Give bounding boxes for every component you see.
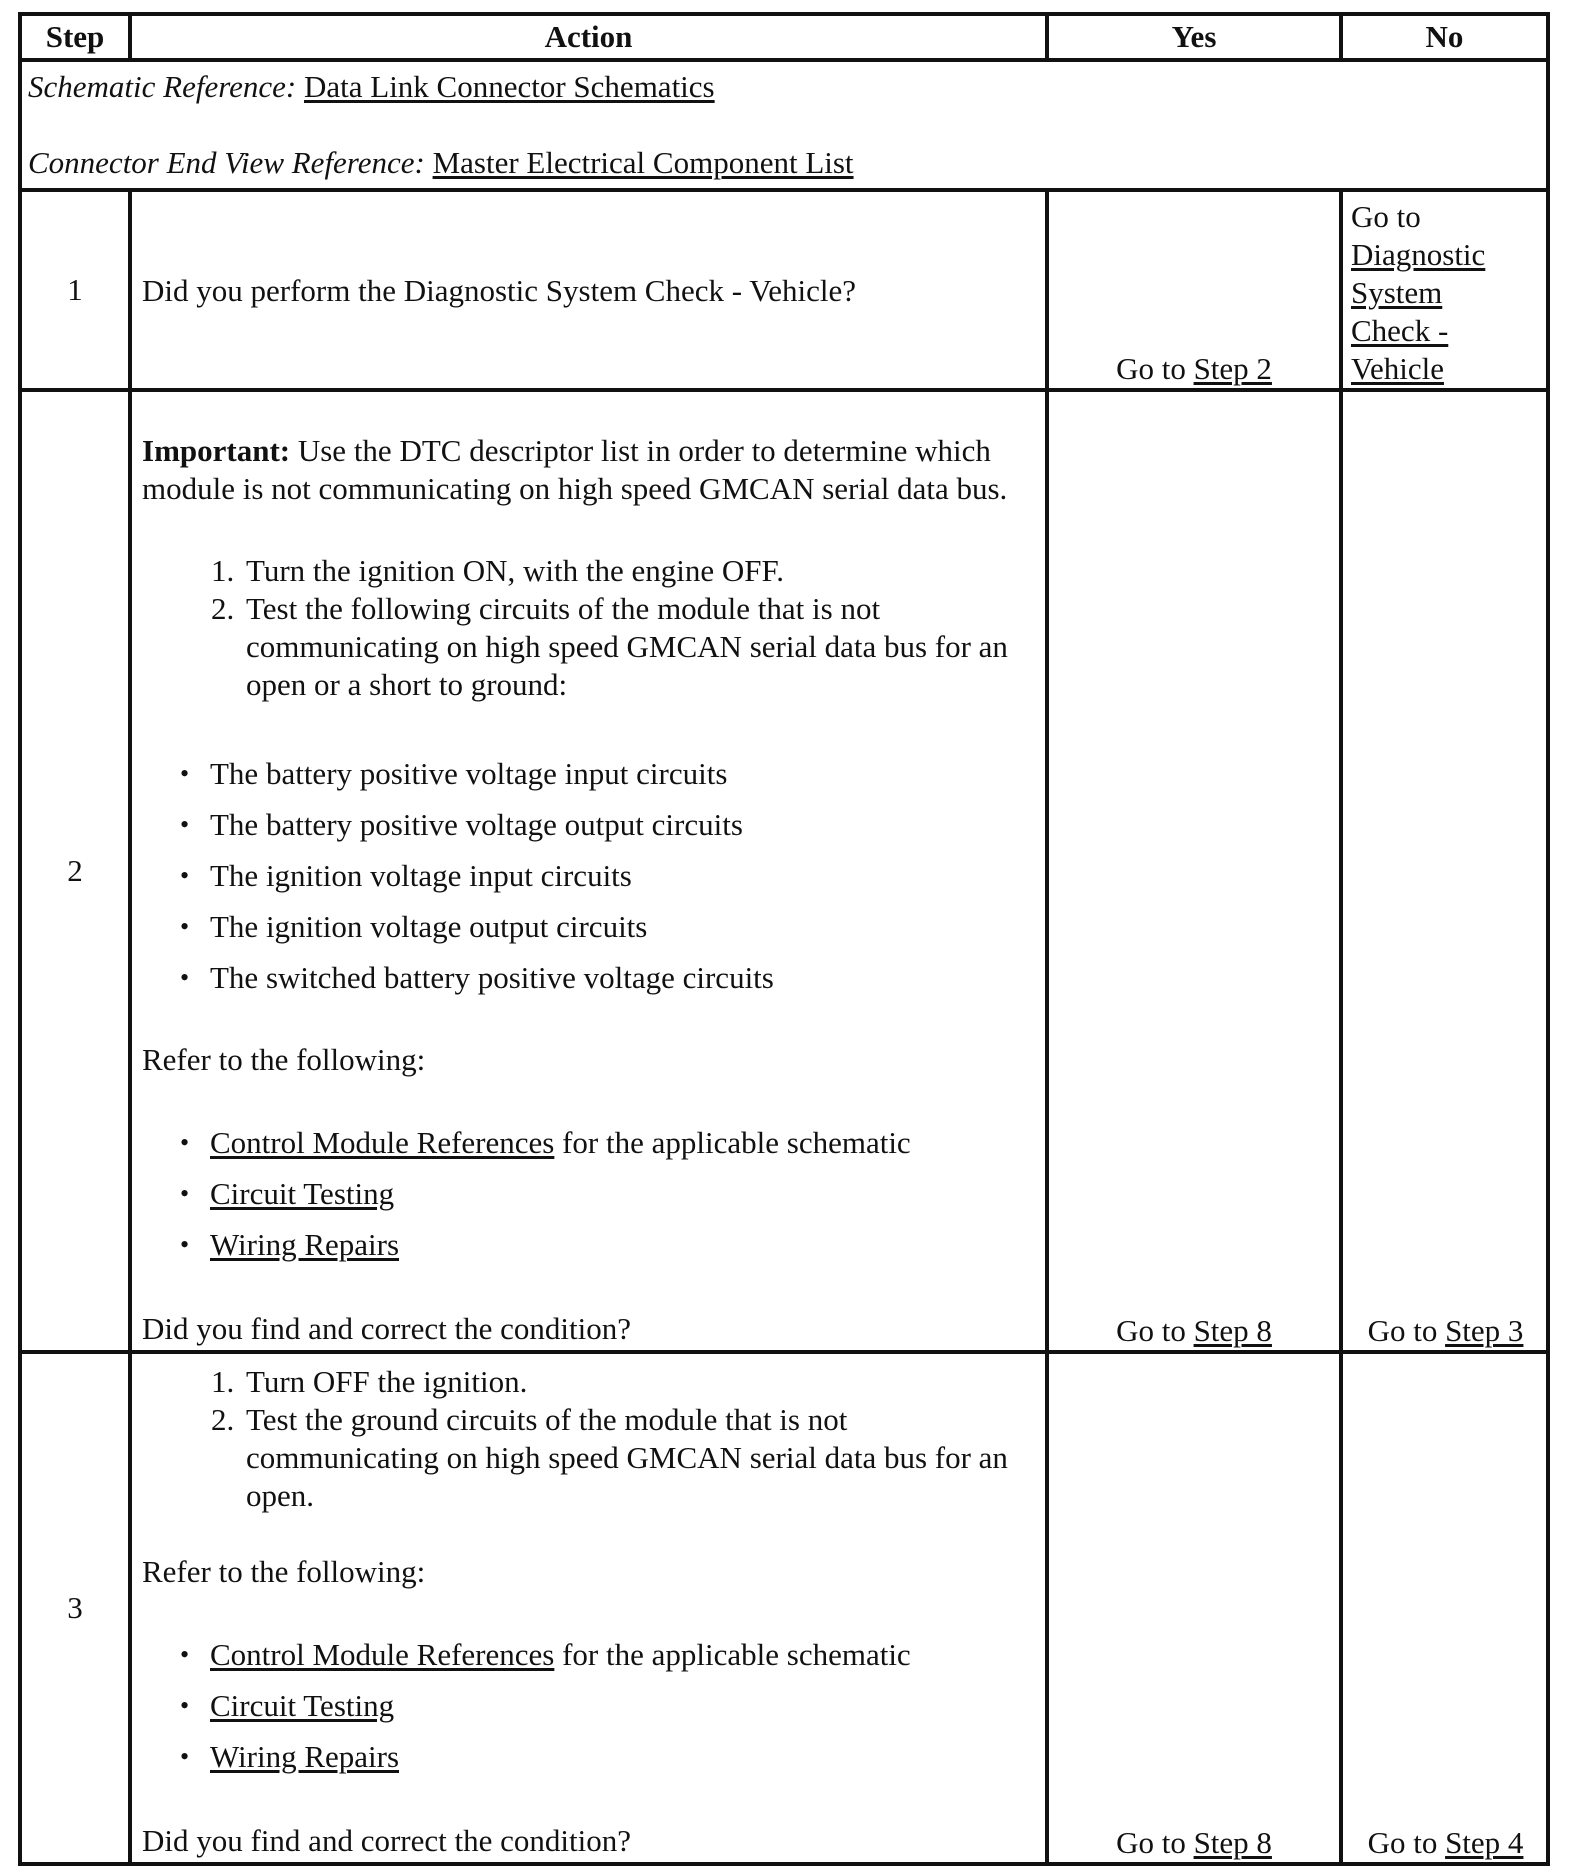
header-yes: Yes [1047,14,1341,60]
reference-item [210,1731,1037,1782]
no-link-line: Vehicle [1351,351,1444,386]
no-link-line: System [1351,275,1443,310]
step-yes-cell [1047,390,1341,1352]
step-number: 2 [20,390,130,1352]
header-row [20,14,1548,60]
step-no-cell [1341,190,1548,390]
wiring-repairs-link[interactable]: Wiring Repairs [210,1227,400,1262]
circuit-bullet-list [142,748,1037,1003]
bullet-item: • The battery positive voltage output circuits [210,799,1037,850]
step-row-2 [20,390,1548,1352]
step-no-cell [1341,1352,1548,1864]
schematic-reference-link[interactable]: Data Link Connector Schematics [303,69,715,104]
numbered-item: 1. Turn the ignition ON, with the engine OFF. [242,552,1037,590]
numbered-item: 2. Test the ground circuits of the module that is not communicating on high speed GMCAN serial data bus for an open. [242,1401,1037,1515]
no-link-line: Check - [1351,313,1449,348]
reference-item [210,1117,1037,1168]
important-label: Important: [142,433,291,468]
yes-prefix: Go to [1116,1825,1186,1860]
step-number: 3 [20,1352,130,1864]
diagnostic-steps-table [18,12,1550,1866]
control-module-suffix: for the applicable schematic [554,1125,911,1160]
step-action [130,390,1047,1352]
circuit-testing-link[interactable]: Circuit Testing [210,1688,395,1723]
numbered-item: 1. Turn OFF the ignition. [242,1363,1037,1401]
no-link-step-3[interactable]: Step 3 [1445,1313,1524,1348]
numbered-list [142,1363,1037,1515]
step-no-cell [1341,390,1548,1352]
step-action [130,1352,1047,1864]
no-prefix: Go to [1367,1313,1438,1348]
reference-item [210,1629,1037,1680]
schematic-reference-label: Schematic Reference: [28,69,297,104]
yes-prefix: Go to [1116,1313,1186,1348]
circuit-testing-link[interactable]: Circuit Testing [210,1176,395,1211]
step-question: Did you perform the Diagnostic System Check - Vehicle? [142,273,856,308]
references-row [20,60,1548,190]
step-question: Did you find and correct the condition? [142,1311,631,1346]
yes-link-step-8[interactable]: Step 8 [1193,1313,1272,1348]
control-module-suffix: for the applicable schematic [554,1637,911,1672]
control-module-references-link[interactable]: Control Module References [210,1125,555,1160]
step-yes-cell [1047,190,1341,390]
header-no: No [1341,14,1548,60]
reference-item [210,1680,1037,1731]
references-cell [20,60,1548,190]
no-link-step-4[interactable]: Step 4 [1445,1825,1524,1860]
reference-item [210,1168,1037,1219]
yes-prefix: Go to [1116,351,1186,386]
no-prefix: Go to [1351,199,1421,234]
step-row-1 [20,190,1548,390]
header-step: Step [20,14,130,60]
important-note [142,432,1037,508]
reference-link-list [142,1629,1037,1782]
step-question: Did you find and correct the condition? [142,1823,631,1858]
header-action: Action [130,14,1047,60]
yes-link-step-2[interactable]: Step 2 [1193,351,1272,386]
bullet-item: • The battery positive voltage input circuits [210,748,1037,799]
step-yes-cell [1047,1352,1341,1864]
step-number: 1 [20,190,130,390]
refer-text: Refer to the following: [142,1554,426,1589]
control-module-references-link[interactable]: Control Module References [210,1637,555,1672]
bullet-item: • The switched battery positive voltage circuits [210,952,1037,1003]
important-text: Use the DTC descriptor list in order to determine which module is not communicating on high speed GMCAN serial data bus. [142,433,1008,506]
connector-reference-label: Connector End View Reference: [28,145,425,180]
numbered-item: 2. Test the following circuits of the module that is not communicating on high speed GMCAN serial data bus for an open or a short to ground: [242,590,1037,704]
no-link-diagnostic-system-check[interactable] [1351,236,1540,388]
wiring-repairs-link[interactable]: Wiring Repairs [210,1739,400,1774]
numbered-list [142,552,1037,704]
diagnostic-table-document [18,12,1546,1860]
refer-text: Refer to the following: [142,1042,426,1077]
reference-link-list [142,1117,1037,1270]
reference-item [210,1219,1037,1270]
no-link-line: Diagnostic [1351,237,1486,272]
bullet-item: • The ignition voltage input circuits [210,850,1037,901]
step-row-3 [20,1352,1548,1864]
bullet-item: • The ignition voltage output circuits [210,901,1037,952]
no-prefix: Go to [1367,1825,1438,1860]
yes-link-step-8[interactable]: Step 8 [1193,1825,1272,1860]
connector-reference-link[interactable]: Master Electrical Component List [432,145,854,180]
step-action [130,190,1047,390]
